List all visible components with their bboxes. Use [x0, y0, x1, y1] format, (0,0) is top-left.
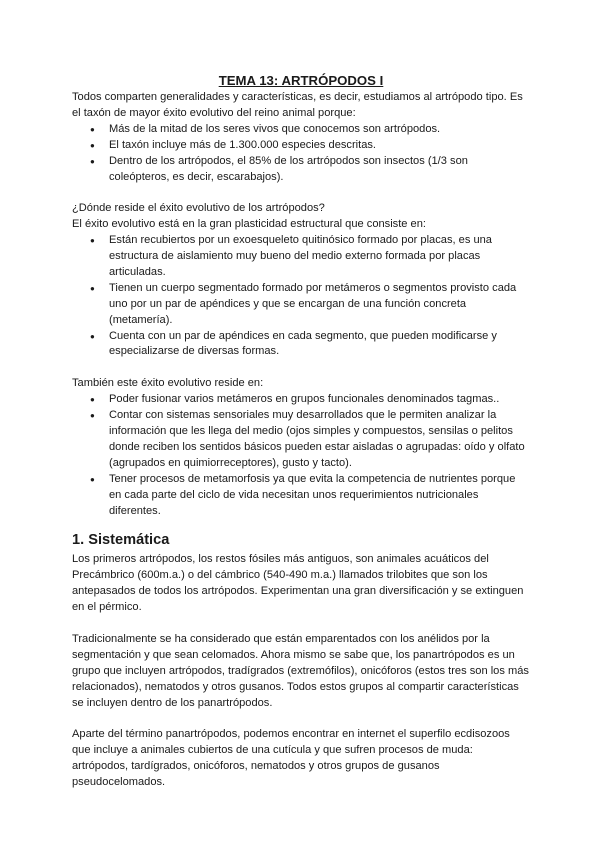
bullet-icon: ●	[90, 236, 95, 246]
bullet-icon: ●	[90, 474, 95, 484]
also-intro-line: También este éxito evolutivo reside en:	[72, 377, 264, 390]
also-bullet-list	[72, 392, 530, 519]
list-item: ● Tienen un cuerpo segmentado formado por metámeros o segmentos provisto cada uno por un par de apéndices y que se encargan de una función concreta (metamería).	[90, 281, 517, 326]
bullet-icon: ●	[90, 283, 95, 293]
list-item: ● Están recubiertos por un exoesqueleto quitinósico formado por placas, es una estructura de aislamiento muy bueno del medio externo formada por placas articuladas.	[90, 234, 492, 278]
bullet-icon: ●	[90, 156, 95, 166]
list-item: ● Dentro de los artrópodos, el 85% de los artrópodos son insectos (1/3 son coleópteros, es decir, escarabajos).	[90, 154, 468, 183]
question-line: ¿Dónde reside el éxito evolutivo de los artrópodos?	[72, 202, 325, 215]
list-item: ● El taxón incluye más de 1.300.000 especies descritas.	[109, 138, 530, 154]
bullet-icon: ●	[90, 395, 95, 405]
bullet-icon: ●	[90, 331, 95, 341]
list-item: ● Más de la mitad de los seres vivos que conocemos son artrópodos.	[109, 122, 530, 138]
list-item: ● Cuenta con un par de apéndices en cada segmento, que pueden modificarse y especializarse de diversas formas.	[90, 329, 497, 358]
list-item: ● Poder fusionar varios metámeros en grupos funcionales denominados tagmas..	[109, 392, 530, 408]
list-item: ● Contar con sistemas sensoriales muy desarrollados que le permiten analizar la información que les llega del medio (ojos simples y compuestos, sensilas o pelitos donde reciben los sentidos básicos pueden estar aisladas o agrupadas: oído y olfato (agrupados en quimiorreceptores), gusto y tacto).	[90, 409, 525, 469]
section-heading: 1. Sistemática	[72, 532, 170, 549]
bullet-icon: ●	[90, 124, 95, 134]
intro-bullet-list	[72, 122, 530, 186]
section-paragraph: Aparte del término panartrópodos, podemos encontrar en internet el superfilo ecdisozoos que incluye a animales cubiertos de una cutícula y que sufren procesos de muda: artrópodos, tardígrados, onicóforos, nematodos y otros grupos de gusanos pseudocelomados.	[72, 728, 510, 789]
section-paragraph: Los primeros artrópodos, los restos fósiles más antiguos, son animales acuáticos del Precámbrico (600m.a.) o del cámbrico (540-490 m.a.) llamados trilobites que son los antepasados de todos los artrópodos. Experimentan una gran diversificación y se extinguen en el pérmico.	[72, 553, 524, 614]
document-title: TEMA 13: ARTRÓPODOS I	[218, 73, 384, 88]
list-item: ● Tener procesos de metamorfosis ya que evita la competencia de nutrientes porque en cada parte del ciclo de vida necesitan unos requerimientos nutricionales diferentes.	[90, 472, 516, 517]
intro-paragraph: Todos comparten generalidades y características, es decir, estudiamos al artrópodo tipo. Es el taxón de mayor éxito evolutivo del reino animal porque:	[72, 91, 523, 119]
plasticity-bullet-list	[72, 233, 530, 360]
section-paragraph: Tradicionalmente se ha considerado que están emparentados con los anélidos por la segmentación y que sean celomados. Ahora mismo se sabe que, los panartrópodos es un grupo que incluyen artrópodos, tradígrados (extremófilos), onicóforos (estos tres son los más relacionados), nematodos y otros gusanos. Todos estos grupos al compartir características se incluyen dentro de los panartrópodos.	[72, 632, 529, 709]
bullet-icon: ●	[90, 140, 95, 150]
answer-line: El éxito evolutivo está en la gran plasticidad estructural que consiste en:	[72, 218, 426, 231]
bullet-icon: ●	[90, 411, 95, 421]
